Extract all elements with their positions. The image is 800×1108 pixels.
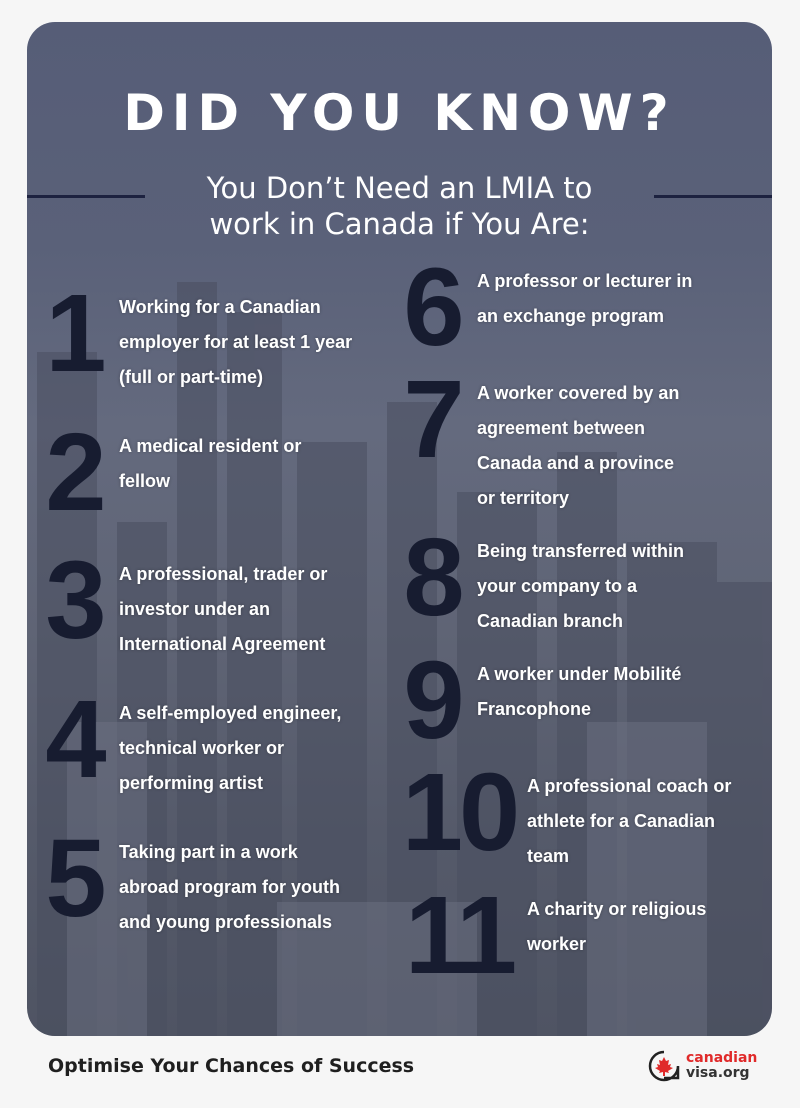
list-item-line: A worker under Mobilité <box>477 664 682 684</box>
list-item <box>119 551 397 662</box>
list-item-line: Taking part in a work <box>119 842 298 862</box>
list-item-line: athlete for a Canadian <box>527 811 716 831</box>
list-row <box>41 817 397 940</box>
list-item-line: (full or part-time) <box>119 367 263 387</box>
item-number: 4 <box>45 678 107 801</box>
item-number: 6 <box>403 246 465 369</box>
list-row <box>399 874 761 997</box>
list-item-line: worker <box>527 934 587 954</box>
list-row <box>399 639 761 762</box>
list-item <box>119 423 397 499</box>
list-item <box>119 829 397 940</box>
item-number: 7 <box>403 358 465 481</box>
list-item <box>119 690 397 801</box>
list-item <box>477 258 761 334</box>
subtitle-line: work in Canada if You Are: <box>209 207 590 241</box>
list-item-line: employer for at least 1 year <box>119 332 353 352</box>
list-column-right <box>399 246 761 997</box>
list-item-line: Francophone <box>477 699 592 719</box>
list-item-line: A medical resident or <box>119 436 302 456</box>
list-item-line: agreement between <box>477 418 646 438</box>
subtitle <box>27 170 772 242</box>
list-item-line: or territory <box>477 488 570 508</box>
list-item <box>119 284 397 395</box>
list-item-line: Being transferred within <box>477 541 685 561</box>
list-item-line: and young professionals <box>119 912 333 932</box>
list-item-line: International Agreement <box>119 634 326 654</box>
list-row <box>399 246 761 369</box>
list-row <box>41 678 397 801</box>
list-row <box>399 751 761 874</box>
item-number: 8 <box>403 516 465 639</box>
subtitle-line: You Don’t Need an LMIA to <box>206 171 593 205</box>
list-item-line: Canadian branch <box>477 611 624 631</box>
list-column-left <box>41 272 397 940</box>
list-item-line: Working for a Canadian <box>119 297 321 317</box>
list-row <box>41 272 397 395</box>
list-item-line: fellow <box>119 471 171 491</box>
list-item-line: investor under an <box>119 599 271 619</box>
list-item <box>477 528 761 639</box>
list-item-line: your company to a <box>477 576 638 596</box>
list-item-line: A professor or lecturer in <box>477 271 693 291</box>
footer-tagline: Optimise Your Chances of Success <box>48 1055 415 1077</box>
item-number: 3 <box>45 539 107 662</box>
list-row <box>41 411 397 534</box>
list-item <box>477 651 761 727</box>
list-item <box>527 763 761 874</box>
list-row <box>399 358 761 516</box>
list-item-line: technical worker or <box>119 738 285 758</box>
item-number: 2 <box>45 411 107 534</box>
maple-leaf-icon <box>648 1050 680 1082</box>
canadianvisa-logo[interactable] <box>648 1050 757 1082</box>
list-row <box>399 516 761 639</box>
list-item-line: A worker covered by an <box>477 383 680 403</box>
list-item-line: A professional, trader or <box>119 564 328 584</box>
list-item-line: performing artist <box>119 773 264 793</box>
item-number: 5 <box>45 817 107 940</box>
list-item-line: A professional coach or <box>527 776 732 796</box>
list-item-line: abroad program for youth <box>119 877 341 897</box>
logo-text-canadian: canadian <box>686 1050 758 1066</box>
item-number: 9 <box>403 639 465 762</box>
list-item <box>477 370 761 516</box>
infographic-card <box>27 22 772 1036</box>
page-title: DID YOU KNOW? <box>123 84 676 142</box>
item-number: 1 <box>45 272 107 395</box>
list-item-line: team <box>527 846 570 866</box>
list-item-line: Canada and a province <box>477 453 675 473</box>
list-item <box>527 886 761 962</box>
logo-text-visa: visa.org <box>686 1065 750 1081</box>
list-row <box>41 539 397 662</box>
list-item-line: an exchange program <box>477 306 665 326</box>
list-item-line: A charity or religious <box>527 899 707 919</box>
item-number: 11 <box>404 874 514 997</box>
item-number: 10 <box>401 751 517 874</box>
list-item-line: A self-employed engineer, <box>119 703 342 723</box>
